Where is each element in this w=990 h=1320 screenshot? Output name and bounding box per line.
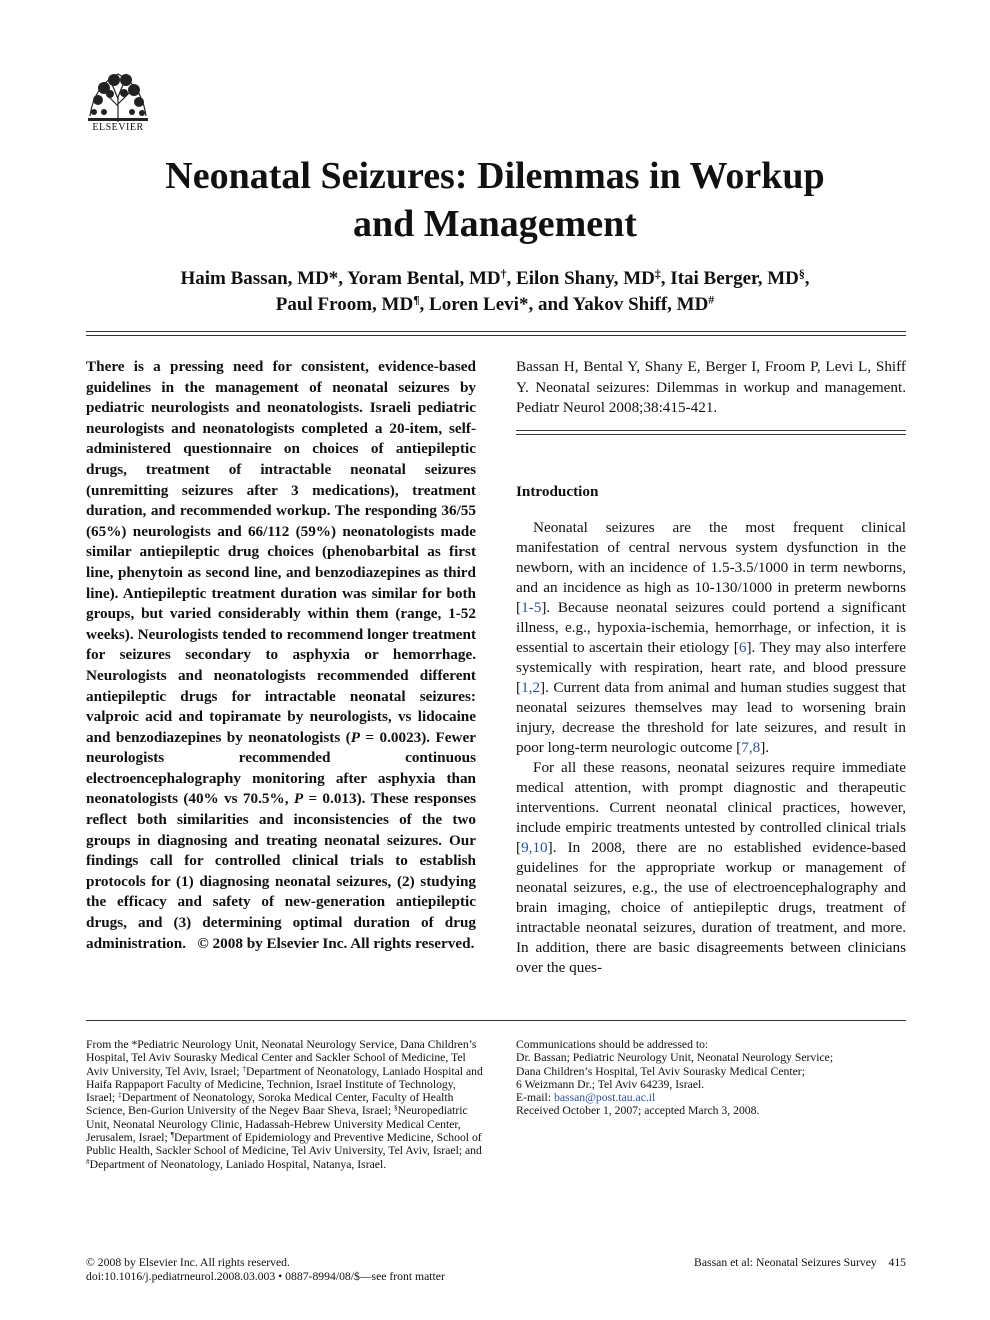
elsevier-wordmark: ELSEVIER (92, 122, 144, 133)
header-rule-bottom (86, 335, 906, 336)
footnote-mark: § (798, 267, 805, 281)
p-value-label: P (293, 790, 304, 808)
section-heading: Introduction (516, 483, 599, 500)
footer-right (694, 1256, 906, 1270)
author-line-2: Paul Froom, MD¶, Loren Levi*, and Yakov Shiff, MD# (275, 293, 715, 315)
footnote-mark: ¶ (413, 293, 420, 307)
author-froom: Paul Froom, MD (275, 294, 414, 315)
intro-paragraph: For all these reasons, neonatal seizures require immediate medical attention, with prompt diagnostic and therapeutic interventions. Current neonatal clinical practices, however, include empiric treatments untested by controlled clinical trials [9,10]. In 2008, there are no established evidence-based guidelines for the appropriate workup or management of neonatal seizures, e.g., the use of electroencephalography and brain imaging, choice of antiepileptic drugs, treatment of intractable neonatal seizures, duration of treatment, and more. In addition, there are basic disagreements between clinicians over the ques- (516, 759, 906, 976)
reference-link[interactable]: 1-5 (521, 599, 542, 616)
author-line-1: Haim Bassan, MD*, Yoram Bental, MD†, Eilon Shany, MD‡, Itai Berger, MD§, (180, 267, 810, 289)
author-bassan: Haim Bassan, MD* (180, 268, 339, 289)
page-number: 415 (888, 1256, 906, 1269)
citation: Bassan H, Bental Y, Shany E, Berger I, Froom P, Levi L, Shiff Y. Neonatal seizures: Dilemmas in workup and management. Pediatr Neurol 2008;38:415-421. (516, 358, 906, 417)
reference-link[interactable]: 6 (738, 639, 747, 656)
introduction-body (516, 518, 906, 978)
reference-link[interactable]: 1,2 (521, 679, 541, 696)
author-shany: Eilon Shany, MD (516, 268, 655, 289)
article-title (90, 152, 900, 248)
footnote-mark: † (500, 267, 507, 281)
footnote-rule (86, 1020, 906, 1021)
title-line-1: Neonatal Seizures: Dilemmas in Workup (165, 155, 825, 197)
reference-link[interactable]: 9,10 (521, 839, 548, 856)
intro-paragraph: Neonatal seizures are the most frequent clinical manifestation of central nervous system dysfunction in the newborn, with an incidence of 1.5-3.5/1000 in term newborns, and an incidence as high as 10-130/1000 in preterm newborns [1-5]. Because neonatal seizures could portend a significant illness, e.g., hypoxia-ischemia, hemorrhage, or infection, it is essential to ascertain their etiology [6]. They may also interfere systemically with respiration, heart rate, and blood pressure [1,2]. Current data from animal and human studies suggest that neonatal seizures themselves may lead to worsening brain injury, decrease the threshold for late seizures, and result in poor long-term neurologic outcome [7,8]. (516, 519, 906, 756)
running-head: Bassan et al: Neonatal Seizures Survey (694, 1256, 877, 1269)
reference-link[interactable]: 7,8 (741, 739, 761, 756)
abstract: There is a pressing need for consistent, evidence-based guidelines in the management of neonatal seizures by pediatric neurologists and neonatologists. Israeli pediatric neurologists and neonatologists completed a 20-item, self-administered questionnaire on choices of antiepileptic drugs, treatment of intractable neonatal seizures (unremitting seizures after 3 medications), treatment duration, and recommended workup. The responding 36/55 (65%) neurologists and 66/112 (59%) neonatologists made similar antiepileptic drug choices (phenobarbital as first line, phenytoin as second line, and benzodiazepines as third line). Antiepileptic treatment duration was similar for both groups, but varied considerably within them (range, 1-52 weeks). Neurologists tended to recommend longer treatment for seizures secondary to asphyxia or hemorrhage. Neurologists and neonatologists recommended different antiepileptic drugs for intractable neonatal seizures: valproic acid and topiramate by neurologists, vs lidocaine and benzodiazepines by neonatologists (P = 0.0023). Fewer neurologists recommended continuous electroencephalography monitoring after asphyxia than neonatologists (40% vs 70.5%, P = 0.013). These responses reflect both similarities and inconsistencies of the two groups in diagnosing and treating neonatal seizures. Our findings call for controlled clinical trials to establish protocols for (1) diagnosing neonatal seizures, (2) studying the efficacy and safety of new-generation antiepileptic drugs, and (3) determining optimal duration of drug administration. © 2008 by Elsevier Inc. All rights reserved. (86, 358, 476, 952)
footer-left (86, 1256, 445, 1284)
email-link[interactable]: bassan@post.tau.ac.il (553, 1091, 656, 1105)
abstract-copyright: © 2008 by Elsevier Inc. All rights reserved. (197, 934, 475, 952)
footer-doi: doi:10.1016/j.pediatrneurol.2008.03.003 • 0887-8994/08/$—see front matter (86, 1270, 445, 1283)
title-line-2: and Management (353, 203, 637, 245)
affiliations: From the *Pediatric Neurology Unit, Neonatal Neurology Service, Dana Children’s Hospital, Tel Aviv Sourasky Medical Center and Sackler School of Medicine, Tel Aviv University, Tel Aviv, Israel; †Department of Neonatology, Laniado Hospital and Haifa Rappaport Faculty of Medicine, Technion, Israel Institute of Technology, Israel; ‡Department of Neonatology, Soroka Medical Center, Faculty of Health Science, Ben-Gurion University of the Negev Baar Sheva, Israel; §Neuropediatric Unit, Neonatal Neurology Clinic, Hadassah-Hebrew University Medical Center, Jerusalem, Israel; ¶Department of Epidemiology and Preventive Medicine, School of Public Health, Sackler School of Medicine, Tel Aviv University, Tel Aviv, Israel; and #Department of Neonatology, Laniado Hospital, Natanya, Israel. (86, 1038, 483, 1171)
author-list (90, 266, 900, 318)
footnote-mark: # (708, 293, 715, 307)
footnote-mark: ‡ (654, 267, 661, 281)
p-value-label: P (350, 728, 360, 746)
citation-rule-bottom (516, 434, 906, 435)
citation-rule-top (516, 430, 906, 431)
author-berger: Itai Berger, MD (670, 268, 799, 289)
author-shiff: Yakov Shiff, MD (572, 294, 709, 315)
author-levi: Loren Levi* (429, 294, 529, 315)
author-bental: Yoram Bental, MD (347, 268, 501, 289)
header-rule-top (86, 331, 906, 332)
correspondence: Communications should be addressed to: Dr. Bassan; Pediatric Neurology Unit, Neonatal Neurology Service; Dana Children’s Hospital, Tel Aviv Sourasky Medical Center; 6 Weizmann Dr.; Tel Aviv 64239, Israel. E-mail: bassan@post.tau.ac.il Received October 1, 2007; accepted March 3, 2008. (516, 1038, 834, 1118)
footer-copyright: © 2008 by Elsevier Inc. All rights reserved. (86, 1256, 290, 1269)
